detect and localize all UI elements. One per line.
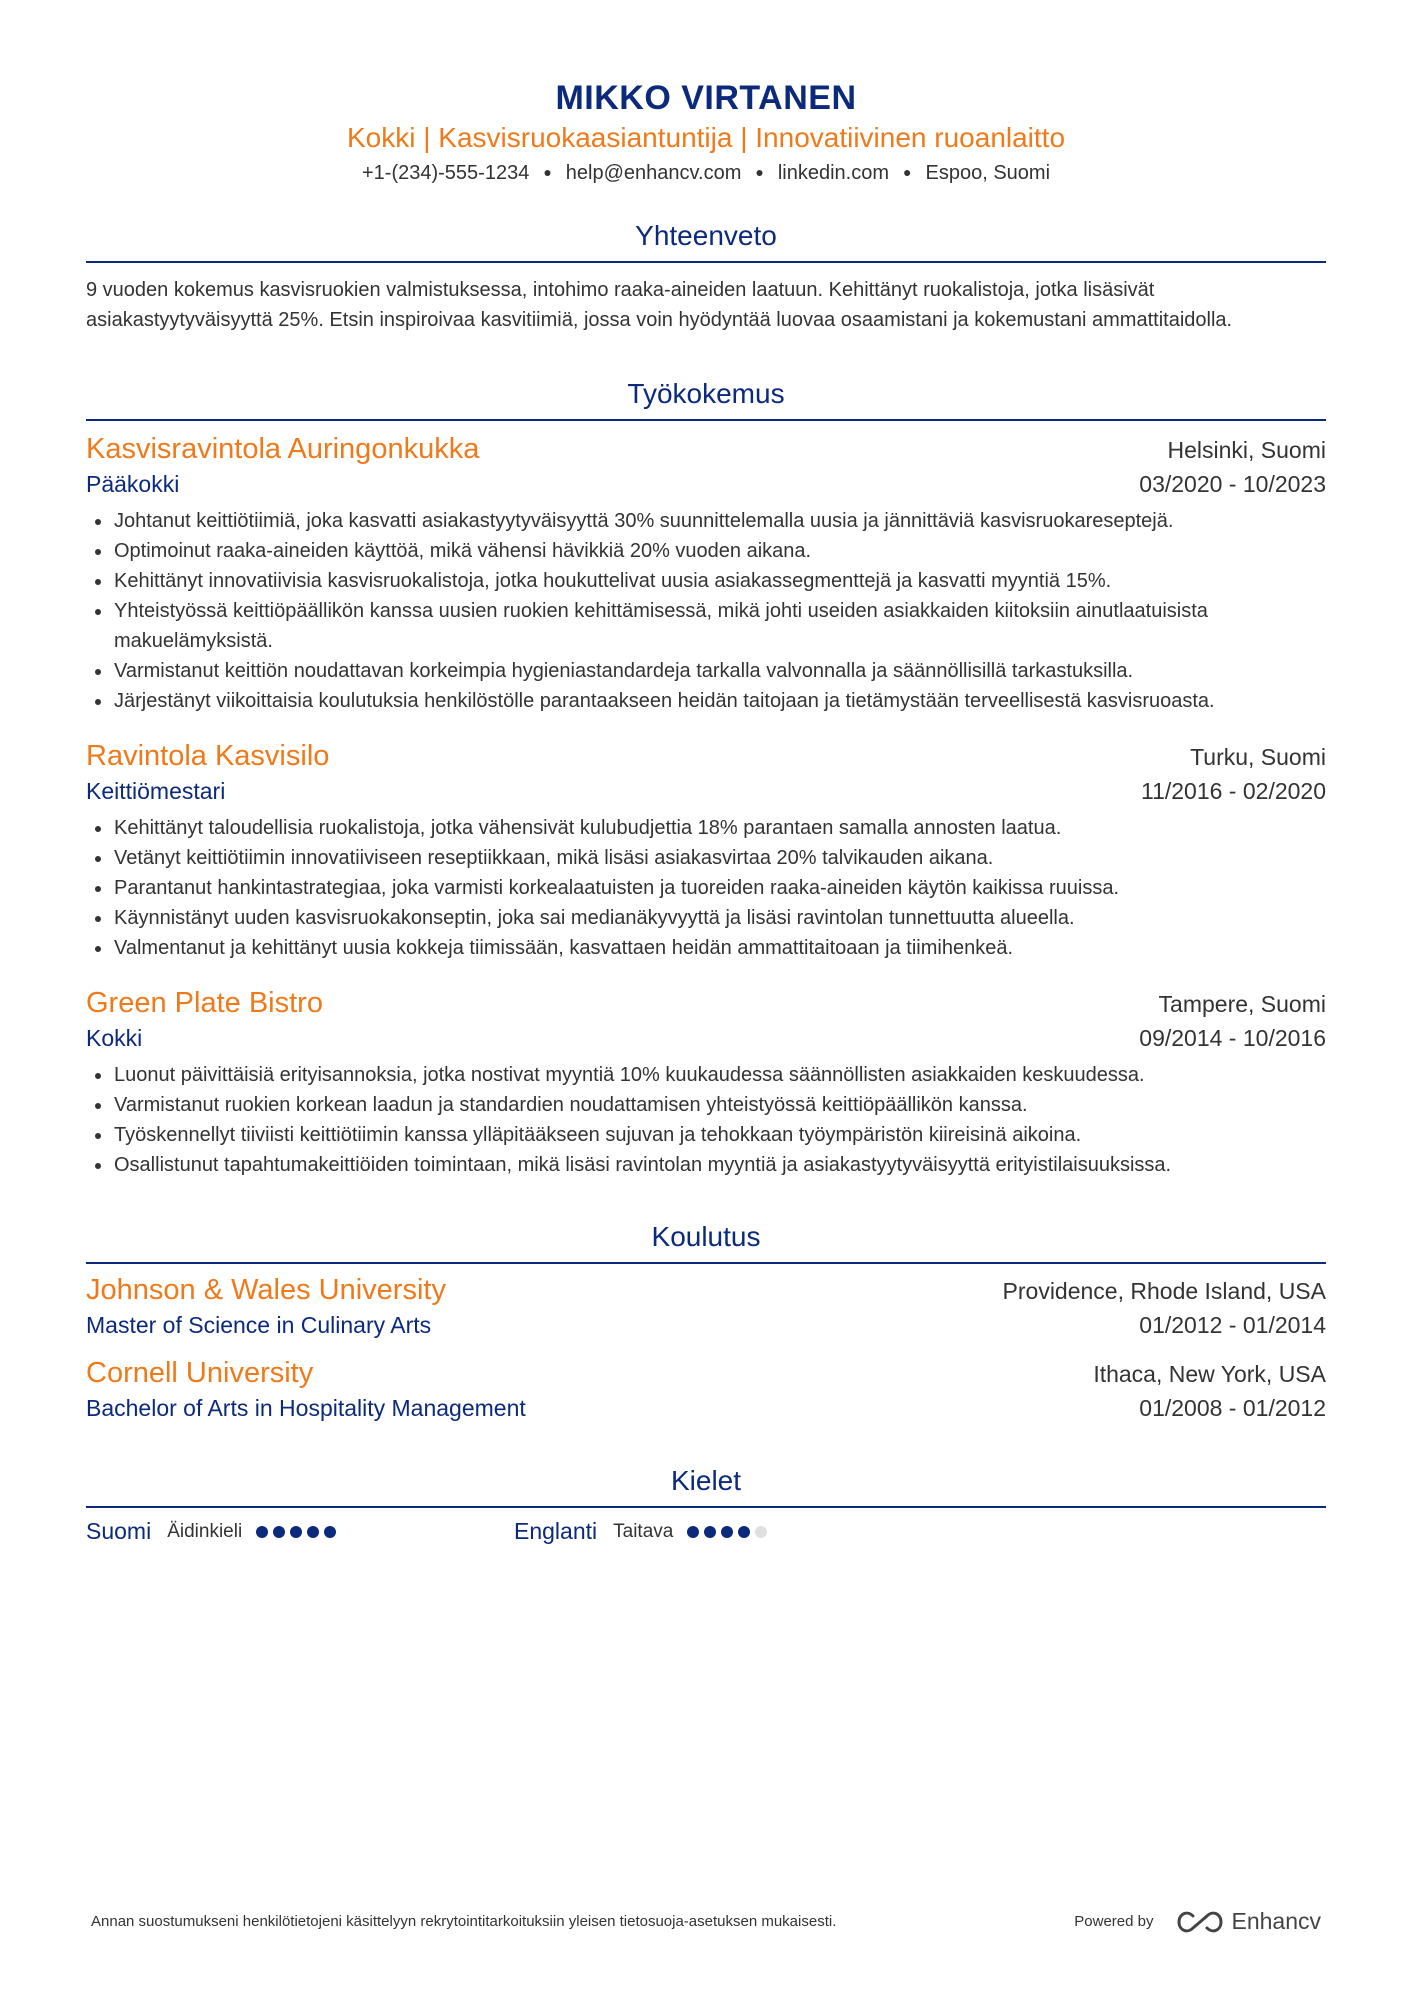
- bullet-item: Parantanut hankintastrategiaa, joka varmisti korkealaatuisten ja tuoreiden raaka-aineiden käytön kaikissa ruuissa.: [114, 873, 1326, 903]
- contact-line: [86, 158, 1326, 187]
- separator-dot: ●: [755, 164, 764, 180]
- language-name: Suomi: [86, 1518, 152, 1544]
- school-location: Providence, Rhode Island, USA: [1002, 1278, 1326, 1304]
- proficiency-dot-filled: [738, 1526, 750, 1538]
- powered-by-label: Powered by: [1074, 1913, 1154, 1930]
- bullet-item: Varmistanut keittiön noudattavan korkeimpia hygieniastandardeja tarkalla valvonnalla ja säännöllisillä tarkastuksilla.: [114, 656, 1326, 686]
- degree: Bachelor of Arts in Hospitality Management: [86, 1395, 526, 1421]
- summary-section: [86, 217, 1326, 335]
- job-header: [86, 431, 1326, 468]
- job-subheader: [86, 468, 1326, 500]
- bullet-item: Työskennellyt tiiviisti keittiötiimin kanssa ylläpitääkseen sujuvan ja tehokkaan työympäristön kiireisinä aikoina.: [114, 1120, 1326, 1150]
- job-header: [86, 738, 1326, 775]
- job-location: Turku, Suomi: [1190, 744, 1326, 770]
- bullet-item: Varmistanut ruokien korkean laadun ja standardien noudattamisen yhteistyössä keittiöpäällikön kanssa.: [114, 1090, 1326, 1120]
- job-dates: 09/2014 - 10/2016: [1139, 1025, 1326, 1051]
- bullet-item: Vetänyt keittiötiimin innovatiiviseen reseptiikkaan, mikä lisäsi asiakasvirtaa 20% talvikauden aikana.: [114, 843, 1326, 873]
- education-subheader: [86, 1392, 1326, 1424]
- job-entry: [86, 738, 1326, 963]
- email[interactable]: help@enhancv.com: [565, 162, 742, 184]
- section-title: Koulutus: [651, 1221, 761, 1252]
- section-divider: [86, 419, 1326, 421]
- location: Espoo, Suomi: [925, 162, 1051, 184]
- proficiency-dot-filled: [256, 1526, 268, 1538]
- job-list: [86, 431, 1326, 1180]
- school-name: Cornell University: [86, 1357, 314, 1389]
- language-list: [86, 1518, 1326, 1545]
- proficiency-dot-filled: [324, 1526, 336, 1538]
- section-title: Yhteenveto: [635, 220, 777, 251]
- brand-name: Enhancv: [1231, 1908, 1321, 1934]
- language-item: [86, 1518, 514, 1545]
- bullet-item: Luonut päivittäisiä erityisannoksia, jotka nostivat myyntiä 10% kuukaudessa säännöllisten asiakkaiden keskuudessa.: [114, 1060, 1326, 1090]
- proficiency-dot-empty: [755, 1526, 767, 1538]
- education-header: [86, 1355, 1326, 1392]
- experience-section: [86, 375, 1326, 1180]
- school-location: Ithaca, New York, USA: [1093, 1361, 1326, 1387]
- bullet-item: Optimoinut raaka-aineiden käyttöä, mikä vähensi hävikkiä 20% vuoden aikana.: [114, 536, 1326, 566]
- section-divider: [86, 261, 1326, 263]
- proficiency-dot-filled: [704, 1526, 716, 1538]
- education-section: [86, 1218, 1326, 1424]
- education-subheader: [86, 1309, 1326, 1341]
- education-list: [86, 1272, 1326, 1424]
- job-location: Helsinki, Suomi: [1167, 437, 1326, 463]
- job-header: [86, 985, 1326, 1022]
- language-item: [514, 1518, 772, 1545]
- bullet-item: Järjestänyt viikoittaisia koulutuksia henkilöstölle parantaakseen heidän taitojaan ja tietämystään terveellisestä kasvisruoasta.: [114, 686, 1326, 716]
- job-role: Pääkokki: [86, 471, 180, 497]
- degree: Master of Science in Culinary Arts: [86, 1312, 432, 1338]
- education-dates: 01/2012 - 01/2014: [1139, 1312, 1326, 1338]
- section-title: Työkokemus: [627, 378, 785, 409]
- proficiency-dot-filled: [307, 1526, 319, 1538]
- job-role: Keittiömestari: [86, 778, 226, 804]
- education-header: [86, 1272, 1326, 1309]
- job-bullets: [86, 506, 1326, 716]
- bullet-item: Käynnistänyt uuden kasvisruokakonseptin, joka sai medianäkyvyyttä ja lisäsi ravintolan tunnettuutta alueella.: [114, 903, 1326, 933]
- job-role: Kokki: [86, 1025, 143, 1051]
- job-dates: 03/2020 - 10/2023: [1139, 471, 1326, 497]
- company-name: Green Plate Bistro: [86, 987, 323, 1019]
- education-entry: [86, 1355, 1326, 1424]
- bullet-item: Osallistunut tapahtumakeittiöiden toimintaan, mikä lisäsi ravintolan myyntiä ja asiakastyytyväisyyttä erityistilaisuuksissa.: [114, 1150, 1326, 1180]
- separator-dot: ●: [903, 164, 912, 180]
- company-name: Kasvisravintola Auringonkukka: [86, 433, 480, 465]
- bullet-item: Kehittänyt innovatiivisia kasvisruokalistoja, jotka houkuttelivat uusia asiakassegmenttejä ja kasvatti myyntiä 15%.: [114, 566, 1326, 596]
- powered-by: [1074, 1908, 1321, 1935]
- bullet-item: Valmentanut ja kehittänyt uusia kokkeja tiimissään, kasvattaen heidän ammattitaitoaan ja tiimihenkeä.: [114, 933, 1326, 963]
- job-dates: 11/2016 - 02/2020: [1140, 778, 1326, 804]
- job-subheader: [86, 1022, 1326, 1054]
- proficiency-dot-filled: [721, 1526, 733, 1538]
- proficiency-dots: [687, 1526, 772, 1538]
- separator-dot: ●: [543, 164, 552, 180]
- language-level: Taitava: [613, 1520, 674, 1542]
- job-entry: [86, 985, 1326, 1180]
- summary-text: 9 vuoden kokemus kasvisruokien valmistuksessa, intohimo raaka-aineiden laatuun. Kehittänyt ruokalistoja, jotka lisäsivät asiakastyytyväisyyttä 25%. Etsin inspiroivaa kasvitiimiä, jossa voin hyödyntää luovaa osaamistani ja kokemustani ammattitaidolla.: [86, 279, 1233, 331]
- education-entry: [86, 1272, 1326, 1341]
- language-name: Englanti: [514, 1518, 598, 1544]
- job-bullets: [86, 813, 1326, 963]
- resume-page: [86, 0, 1326, 1545]
- bullet-item: Kehittänyt taloudellisia ruokalistoja, jotka vähensivät kulubudjettia 18% parantaen samalla annosten laatua.: [114, 813, 1326, 843]
- job-bullets: [86, 1060, 1326, 1180]
- proficiency-dot-filled: [687, 1526, 699, 1538]
- consent-text: Annan suostumukseni henkilötietojeni käsittelyyn rekrytointitarkoituksiin yleisen tietosuoja-asetuksen mukaisesti.: [91, 1913, 837, 1930]
- school-name: Johnson & Wales University: [86, 1274, 446, 1306]
- bullet-item: Yhteistyössä keittiöpäällikön kanssa uusien ruokien kehittämisessä, mikä johti useiden asiakkaiden kiitoksiin ainutlaatuisista makuelämyksistä.: [114, 596, 1326, 656]
- footer: [91, 1908, 1321, 1935]
- section-divider: [86, 1262, 1326, 1264]
- job-subheader: [86, 775, 1326, 807]
- enhancv-logo-icon: [1177, 1910, 1223, 1934]
- section-divider: [86, 1506, 1326, 1508]
- job-entry: [86, 431, 1326, 716]
- linkedin[interactable]: linkedin.com: [777, 162, 890, 184]
- proficiency-dot-filled: [290, 1526, 302, 1538]
- language-level: Äidinkieli: [167, 1520, 243, 1542]
- languages-section: [86, 1462, 1326, 1545]
- company-name: Ravintola Kasvisilo: [86, 740, 330, 772]
- job-location: Tampere, Suomi: [1158, 991, 1326, 1017]
- phone: +1-(234)-555-1234: [361, 162, 530, 184]
- headline: Kokki | Kasvisruokaasiantuntija | Innovatiivinen ruoanlaitto: [346, 122, 1066, 153]
- brand-logo[interactable]: [1177, 1908, 1321, 1935]
- candidate-name: MIKKO VIRTANEN: [555, 79, 857, 117]
- proficiency-dot-filled: [273, 1526, 285, 1538]
- proficiency-dots: [256, 1526, 341, 1538]
- section-title: Kielet: [670, 1465, 742, 1496]
- bullet-item: Johtanut keittiötiimiä, joka kasvatti asiakastyytyväisyyttä 30% suunnittelemalla uusia ja jännittäviä kasvisruokareseptejä.: [114, 506, 1326, 536]
- education-dates: 01/2008 - 01/2012: [1139, 1395, 1326, 1421]
